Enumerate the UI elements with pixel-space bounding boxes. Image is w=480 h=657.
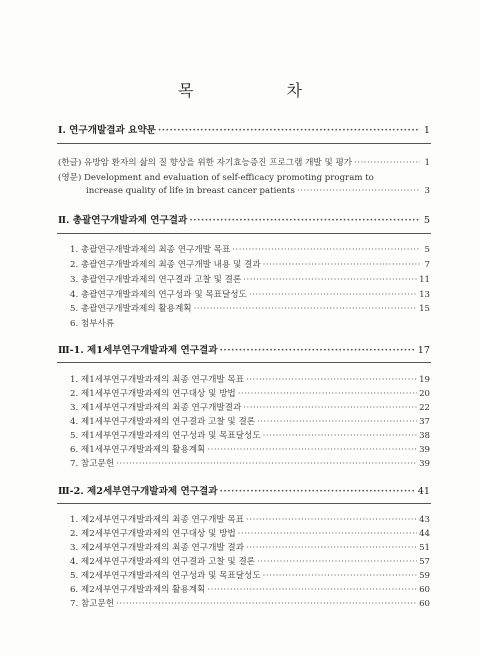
toc-section-3-1[interactable]: [58, 345, 430, 356]
entry-title: 1. 제1세부연구개발과제의 최종 연구개발 목표: [70, 375, 245, 385]
section-divider: [57, 362, 431, 363]
entry-title: (한글) 유방암 환자의 삶의 질 향상을 위한 자기효능증진 프로그램 개발 및 평가: [58, 158, 353, 168]
entry-title: 7. 참고문헌: [70, 599, 115, 609]
entry-title: 1. 제2세부연구개발과제의 최종 연구개발 목표: [70, 515, 245, 525]
entry-title: 3. 총괄연구개발과제의 연구결과 고찰 및 결론: [70, 275, 242, 285]
page-number: 39: [419, 445, 430, 455]
page-number: 22: [419, 403, 430, 413]
dot-leader: [243, 275, 417, 286]
entry-title: 3. 제2세부연구개발과제의 최종 연구개발 결과: [70, 543, 245, 553]
dot-leader: [354, 158, 420, 169]
page-number: 59: [419, 571, 430, 581]
page-number: 57: [419, 557, 430, 567]
entry-title: 5. 총괄연구개발과제의 활용계획: [70, 304, 192, 314]
toc-entry[interactable]: [70, 515, 430, 526]
page-number: 60: [419, 585, 430, 595]
dot-leader: [297, 186, 420, 197]
toc-entry[interactable]: [70, 290, 430, 301]
dot-leader: [189, 215, 420, 226]
dot-leader: [263, 431, 417, 442]
section-divider: [57, 503, 431, 504]
entry-title: 7. 참고문헌: [70, 459, 115, 469]
dot-leader: [263, 260, 420, 271]
dot-leader: [220, 486, 416, 497]
dot-leader: [220, 345, 416, 356]
page-number: 19: [419, 375, 430, 385]
section-divider: [57, 143, 431, 144]
page-number: 38: [419, 431, 430, 441]
toc-section-3-2[interactable]: [58, 486, 430, 497]
page-title: 목 차: [178, 81, 346, 100]
entry-title: 6. 제2세부연구개발과제의 활용계획: [70, 585, 206, 595]
toc-entry[interactable]: [70, 389, 430, 400]
toc-entry[interactable]: [70, 275, 430, 286]
toc-entry[interactable]: [70, 403, 430, 414]
page-number: 43: [419, 515, 430, 525]
entry-title: 4. 제1세부연구개발과제의 연구결과 고찰 및 결론: [70, 417, 256, 427]
page-number: 1: [424, 158, 430, 168]
toc-entry[interactable]: [70, 571, 430, 582]
page-number: 17: [417, 345, 430, 356]
page-number: 39: [419, 459, 430, 469]
dot-leader: [249, 290, 417, 301]
toc-entry[interactable]: [86, 186, 430, 197]
page-number: 13: [419, 290, 430, 300]
toc-entry[interactable]: [70, 557, 430, 568]
section-heading: Ⅰ. 연구개발결과 요약문: [58, 125, 156, 136]
toc-entry[interactable]: [70, 585, 430, 596]
page-number: 41: [417, 486, 430, 497]
dot-leader: [246, 515, 417, 526]
page-number: 37: [419, 417, 430, 427]
dot-leader: [263, 571, 417, 582]
page-number: 51: [419, 543, 430, 553]
entry-title: 4. 총괄연구개발과제의 연구성과 및 목표달성도: [70, 290, 247, 300]
page-number: 44: [419, 529, 430, 539]
entry-title: 1. 총괄연구개발과제의 최종 연구개발 목표: [70, 245, 231, 255]
page-number: 7: [424, 260, 430, 270]
page-number: 11: [419, 275, 430, 285]
page-number: 60: [419, 599, 430, 609]
dot-leader: [207, 445, 417, 456]
entry-title-continued: increase quality of life in breast cancer patients: [86, 186, 295, 196]
page-number: 5: [423, 215, 430, 226]
toc-entry[interactable]: [70, 375, 430, 386]
page-number: 15: [419, 304, 430, 314]
dot-leader: [238, 389, 417, 400]
dot-leader: [257, 557, 417, 568]
entry-title: 3. 제1세부연구개발과제의 최종 연구개발결과: [70, 403, 242, 413]
toc-entry[interactable]: [70, 529, 430, 540]
toc-entry[interactable]: [70, 459, 430, 470]
toc-entry[interactable]: [70, 245, 430, 256]
dot-leader: [238, 529, 417, 540]
toc-entry[interactable]: [70, 431, 430, 442]
section-divider: [57, 233, 431, 234]
entry-title: 5. 제1세부연구개발과제의 연구성과 및 목표달성도: [70, 431, 261, 441]
entry-title: 4. 제2세부연구개발과제의 연구결과 고찰 및 결론: [70, 557, 256, 567]
entry-title: 6. 제1세부연구개발과제의 활용계획: [70, 445, 206, 455]
toc-entry[interactable]: [70, 543, 430, 554]
section-heading: Ⅲ-2. 제2세부연구개발과제 연구결과: [58, 486, 218, 497]
dot-leader: [243, 403, 417, 414]
dot-leader: [246, 543, 417, 554]
toc-entry[interactable]: 6. 첨부사류: [70, 319, 115, 329]
page-number: 5: [424, 245, 430, 255]
entry-title: 2. 제2세부연구개발과제의 연구대상 및 방법: [70, 529, 236, 539]
dot-leader: [158, 125, 420, 136]
page-number: 20: [419, 389, 430, 399]
entry-title: 2. 총괄연구개발과제의 최종 연구개발 내용 및 결과: [70, 260, 261, 270]
toc-entry-line1[interactable]: (영문) Development and evaluation of self-efficacy promoting program to: [58, 173, 374, 183]
toc-entry[interactable]: [70, 445, 430, 456]
toc-entry[interactable]: [70, 417, 430, 428]
section-heading: Ⅱ. 총괄연구개발과제 연구결과: [58, 215, 188, 226]
toc-entry[interactable]: [70, 304, 430, 315]
toc-section-1[interactable]: [58, 125, 430, 136]
toc-entry[interactable]: [70, 599, 430, 610]
dot-leader: [232, 245, 420, 256]
entry-title: 5. 제2세부연구개발과제의 연구성과 및 목표달성도: [70, 571, 261, 581]
entry-title: 2. 제1세부연구개발과제의 연구대상 및 방법: [70, 389, 236, 399]
toc-entry[interactable]: [58, 158, 430, 169]
section-heading: Ⅲ-1. 제1세부연구개발과제 연구결과: [58, 345, 218, 356]
toc-entry[interactable]: [70, 260, 430, 271]
dot-leader: [257, 417, 417, 428]
dot-leader: [116, 599, 417, 610]
page-number: 1: [423, 125, 430, 136]
dot-leader: [246, 375, 417, 386]
dot-leader: [194, 304, 417, 315]
page-number: 3: [424, 186, 430, 196]
toc-section-2[interactable]: [58, 215, 430, 226]
dot-leader: [116, 459, 417, 470]
dot-leader: [207, 585, 417, 596]
